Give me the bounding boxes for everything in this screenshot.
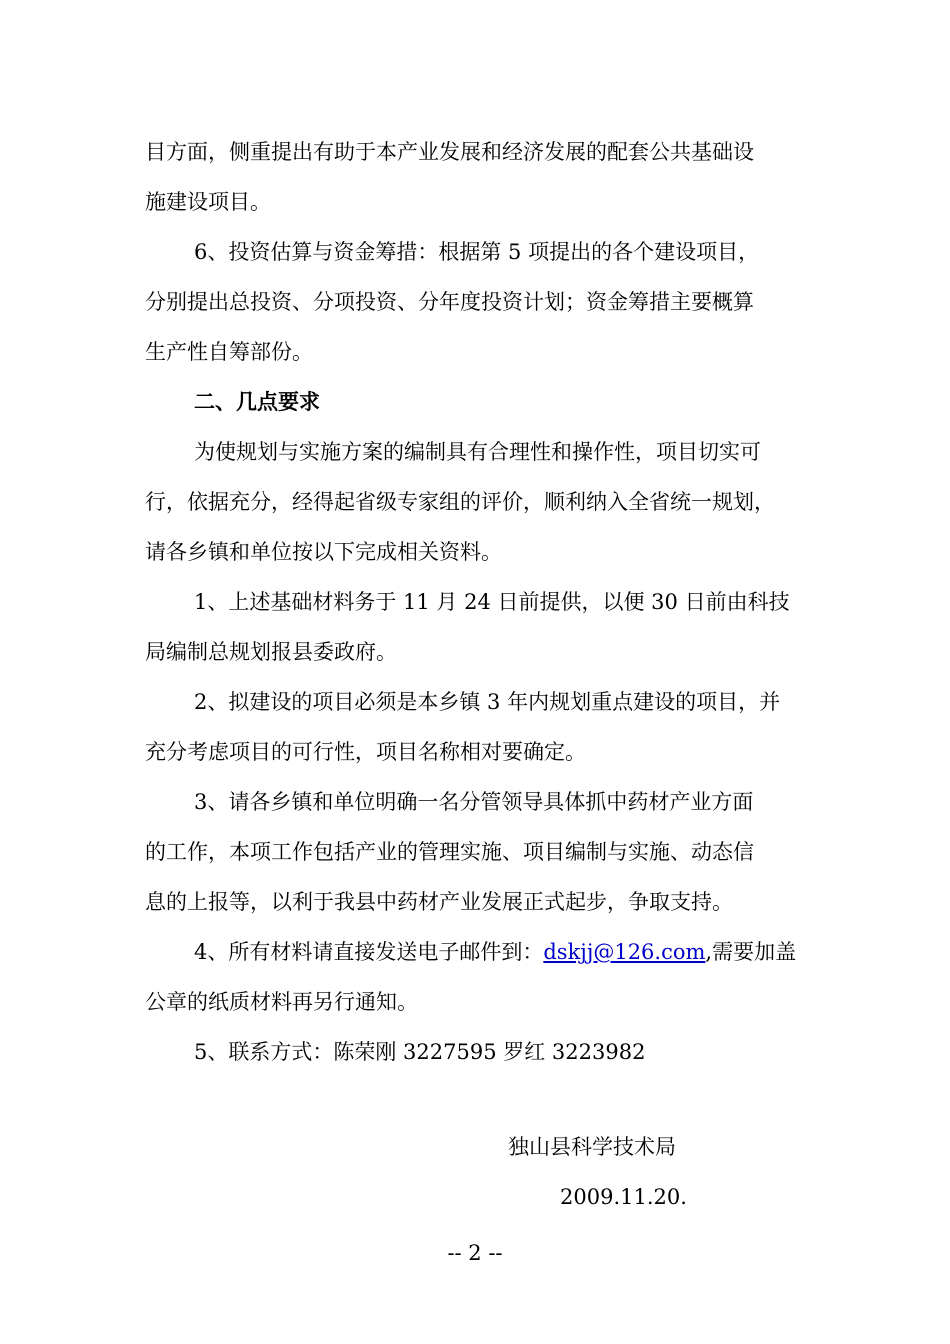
paragraph-line: 目方面，侧重提出有助于本产业发展和经济发展的配套公共基础设 [145, 140, 754, 164]
email-line-suffix: ,需要加盖 [705, 940, 797, 964]
contact-line: 5、联系方式：陈荣刚 3227595 罗红 3223982 [194, 1040, 646, 1064]
paragraph-line: 3、请各乡镇和单位明确一名分管领导具体抓中药材产业方面 [194, 790, 754, 814]
section-heading: 二、几点要求 [194, 389, 320, 414]
paragraph-line: 请各乡镇和单位按以下完成相关资料。 [145, 540, 502, 564]
paragraph-line: 生产性自筹部份。 [145, 340, 313, 364]
email-paragraph-line [194, 937, 796, 967]
paragraph-line: 的工作，本项工作包括产业的管理实施、项目编制与实施、动态信 [145, 840, 754, 864]
paragraph-line: 息的上报等，以利于我县中药材产业发展正式起步，争取支持。 [145, 890, 733, 914]
paragraph-line: 2、拟建设的项目必须是本乡镇 3 年内规划重点建设的项目，并 [194, 690, 781, 714]
paragraph-line: 局编制总规划报县委政府。 [145, 640, 397, 664]
email-line-prefix: 4、所有材料请直接发送电子邮件到： [194, 940, 544, 964]
paragraph-line: 施建设项目。 [145, 190, 271, 214]
paragraph-line: 行，依据充分，经得起省级专家组的评价，顺利纳入全省统一规划， [145, 490, 775, 514]
paragraph-line: 公章的纸质材料再另行通知。 [145, 990, 418, 1014]
signature-organization: 独山县科学技术局 [508, 1135, 676, 1159]
paragraph-line: 充分考虑项目的可行性，项目名称相对要确定。 [145, 740, 586, 764]
paragraph-line: 分别提出总投资、分项投资、分年度投资计划；资金筹措主要概算 [145, 290, 754, 314]
paragraph-line: 1、上述基础材料务于 11 月 24 日前提供，以便 30 日前由科技 [194, 590, 790, 614]
email-link[interactable]: dskjj@126.com [543, 940, 706, 964]
page-number: -- 2 -- [447, 1241, 503, 1265]
paragraph-line: 6、投资估算与资金筹措：根据第 5 项提出的各个建设项目， [194, 240, 760, 264]
signature-date: 2009.11.20. [560, 1185, 687, 1209]
paragraph-line: 为使规划与实施方案的编制具有合理性和操作性，项目切实可 [194, 440, 761, 464]
